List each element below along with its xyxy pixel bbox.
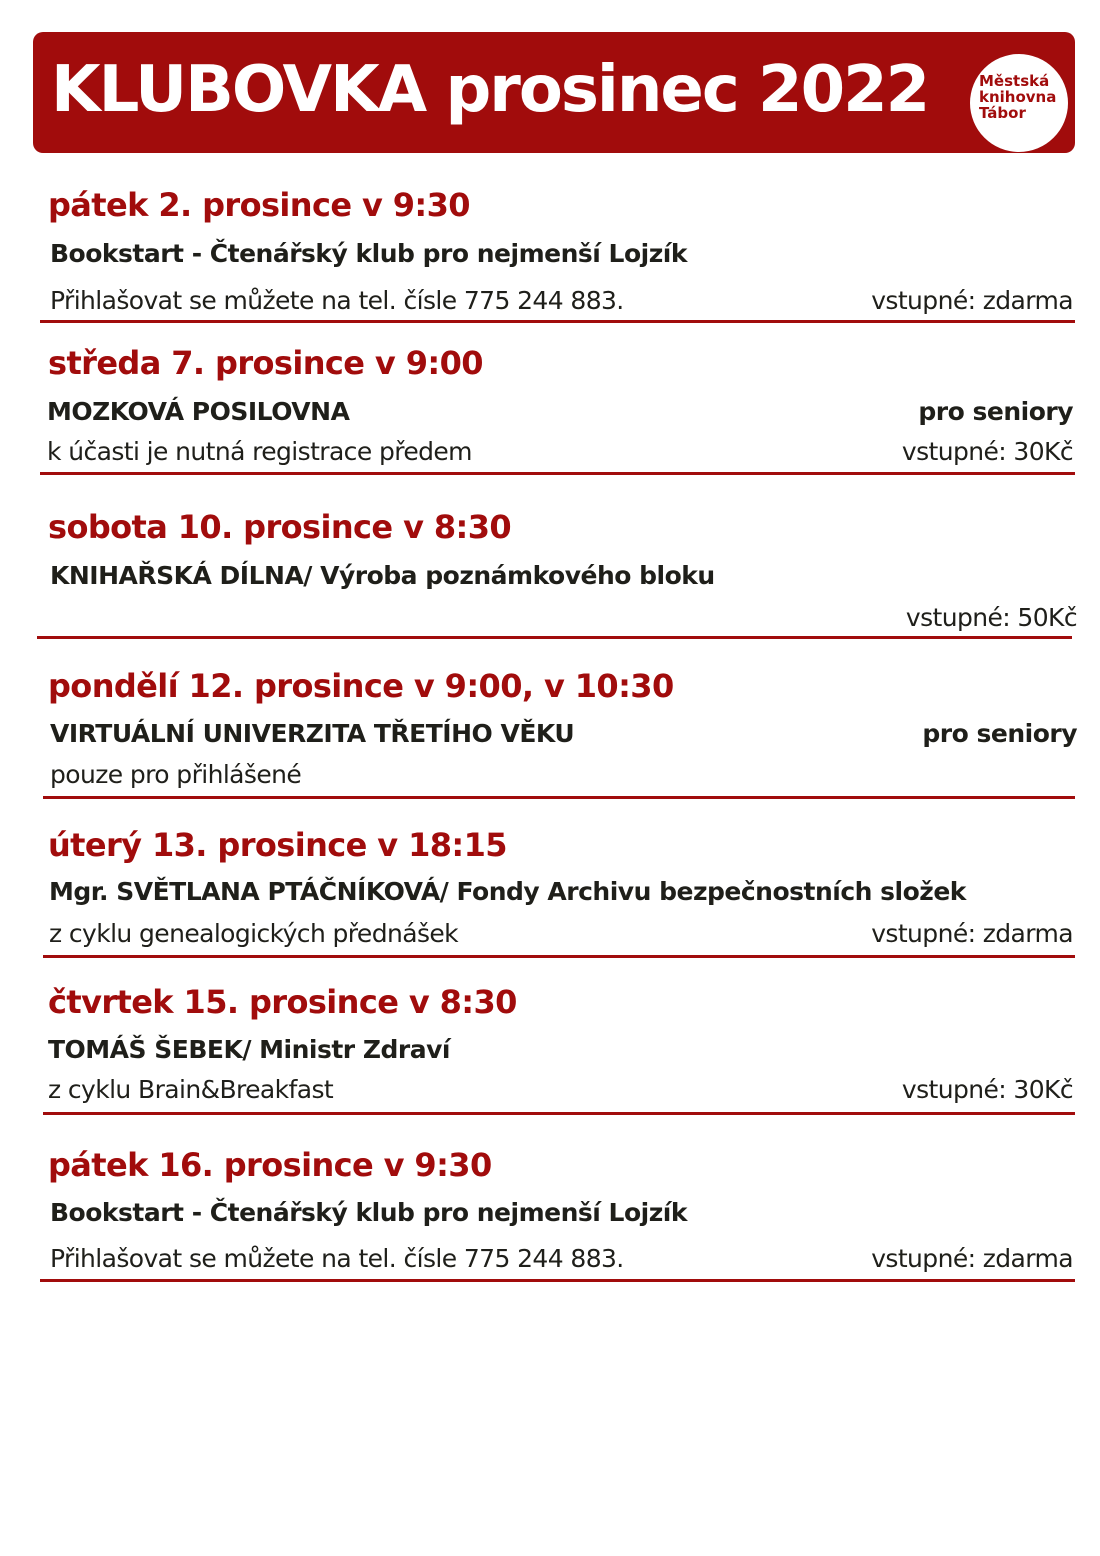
event-divider: [40, 472, 1075, 475]
logo-line-2: knihovna: [979, 88, 1057, 106]
event-audience: pro seniory: [918, 397, 1073, 426]
event-title: MOZKOVÁ POSILOVNA: [47, 397, 350, 426]
event-divider: [40, 320, 1075, 323]
library-logo: [970, 54, 1068, 152]
event-date: pátek 16. prosince v 9:30: [48, 1146, 492, 1184]
event-divider: [37, 636, 1072, 639]
event-divider: [43, 955, 1075, 958]
event-date: sobota 10. prosince v 8:30: [48, 508, 512, 546]
event-admission: vstupné: zdarma: [871, 1244, 1073, 1273]
event-title: TOMÁŠ ŠEBEK/ Ministr Zdraví: [48, 1035, 450, 1064]
event-divider: [43, 796, 1075, 799]
event-admission: vstupné: 50Kč: [905, 603, 1077, 632]
event-date: čtvrtek 15. prosince v 8:30: [48, 983, 517, 1021]
event-admission: vstupné: 30Kč: [901, 437, 1073, 466]
logo-line-1: Městská: [979, 72, 1050, 90]
event-date: pondělí 12. prosince v 9:00, v 10:30: [48, 667, 674, 705]
event-note: pouze pro přihlášené: [50, 760, 302, 789]
header-banner: [33, 32, 1075, 153]
event-title: Bookstart - Čtenářský klub pro nejmenší Lojzík: [50, 1198, 687, 1227]
event-title: VIRTUÁLNÍ UNIVERZITA TŘETÍHO VĚKU: [50, 719, 575, 748]
event-note: z cyklu Brain&Breakfast: [48, 1075, 334, 1104]
event-title: KNIHAŘSKÁ DÍLNA/ Výroba poznámkového bloku: [50, 561, 715, 590]
event-note: Přihlašovat se můžete na tel. čísle 775 244 883.: [50, 1244, 624, 1273]
event-admission: vstupné: zdarma: [871, 919, 1073, 948]
event-audience: pro seniory: [922, 719, 1077, 748]
event-date: pátek 2. prosince v 9:30: [48, 186, 470, 224]
event-divider: [40, 1279, 1075, 1282]
event-note: k účasti je nutná registrace předem: [47, 437, 472, 466]
page-title: KLUBOVKA prosinec 2022: [51, 53, 929, 127]
event-date: úterý 13. prosince v 18:15: [48, 826, 507, 864]
event-admission: vstupné: 30Kč: [901, 1075, 1073, 1104]
event-note: Přihlašovat se můžete na tel. čísle 775 244 883.: [50, 286, 624, 315]
event-date: středa 7. prosince v 9:00: [48, 344, 483, 382]
event-title: Mgr. SVĚTLANA PTÁČNÍKOVÁ/ Fondy Archivu bezpečnostních složek: [49, 877, 966, 906]
event-title: Bookstart - Čtenářský klub pro nejmenší Lojzík: [50, 239, 687, 268]
event-divider: [43, 1112, 1075, 1115]
library-logo-text: [979, 73, 1056, 121]
event-admission: vstupné: zdarma: [871, 286, 1073, 315]
logo-line-3: Tábor: [979, 104, 1026, 122]
event-note: z cyklu genealogických přednášek: [49, 919, 459, 948]
